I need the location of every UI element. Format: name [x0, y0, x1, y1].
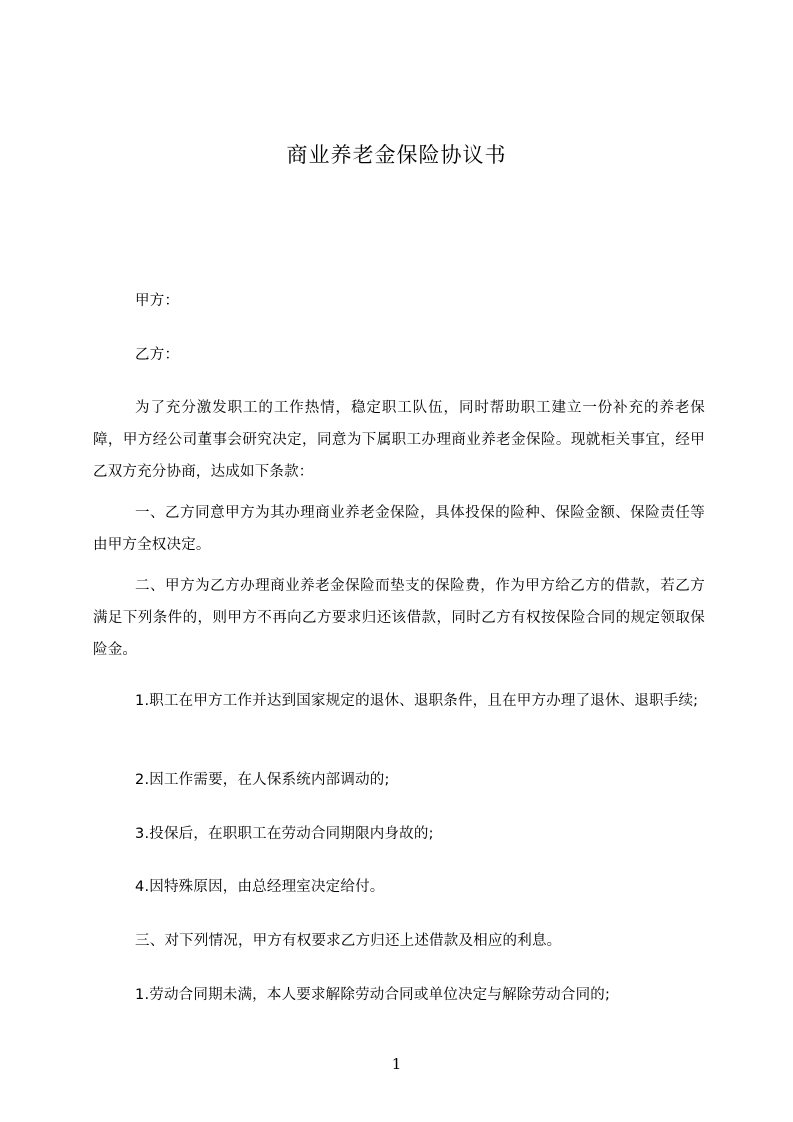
- condition-4-paragraph: 4.因特殊原因，由总经理室决定给付。: [135, 879, 385, 895]
- preamble-paragraph: 为了充分激发职工的工作热情，稳定职工队伍，同时帮助职工建立一份补充的养老保障，甲方经公司董事会研究决定，同意为下属职工办理商业养老金保险。现就柜关事宜，经甲乙双方充分协商，达成如下条款：: [93, 400, 705, 480]
- condition-3-paragraph: 3.投保后，在职职工在劳动合同期限内身故的;: [135, 826, 434, 842]
- condition-2-paragraph: 2.因工作需要，在人保系统内部调动的;: [135, 772, 390, 788]
- party-b-line: 乙方：: [135, 347, 180, 363]
- repayment-condition-1-paragraph: 1.劳动合同期未满，本人要求解除劳动合同或单位决定与解除劳动合同的;: [135, 987, 611, 1003]
- document-title: 商业养老金保险协议书: [286, 143, 507, 167]
- clause-2-paragraph: 二、甲方为乙方办理商业养老金保险而垫支的保险费，作为甲方给乙方的借款，若乙方满足下列条件的，则甲方不再向乙方要求归还该借款，同时乙方有权按保险合同的规定领取保险金。: [93, 578, 705, 658]
- condition-1-paragraph: 1.职工在甲方工作并达到国家规定的退休、退职条件，且在甲方办理了退休、退职手续;: [135, 693, 699, 709]
- clause-3-paragraph: 三、对下列情况，甲方有权要求乙方归还上述借款及相应的利息。: [135, 933, 562, 949]
- page-number: 1: [391, 1055, 402, 1073]
- party-a-line: 甲方：: [135, 293, 180, 309]
- clause-1-paragraph: 一、乙方同意甲方为其办理商业养老金保险，具体投保的险种、保险金额、保险责任等由甲方全权决定。: [93, 505, 705, 553]
